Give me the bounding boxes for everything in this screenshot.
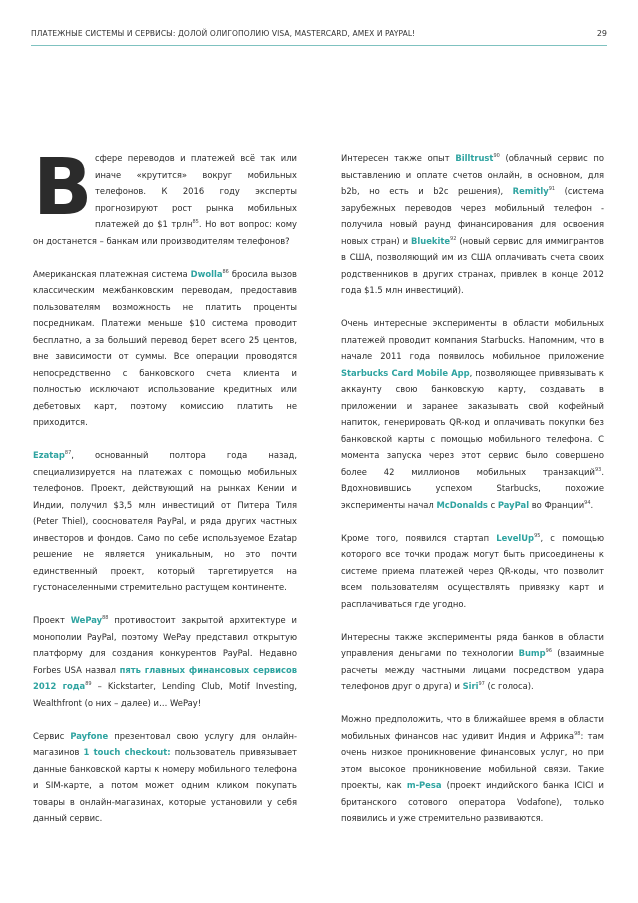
text: противостоит закрытой архитектуре и монополии PayPal, поэтому WePay представил открытую платформу для создания конкурентов PayPal. Недавно Forbes USA назвал (33, 615, 298, 675)
footnote-ref[interactable]: 98 (574, 730, 581, 737)
link-ezatap[interactable]: Ezatap (33, 450, 65, 460)
text: Кроме того, появился стартап (341, 532, 497, 543)
text: презентовал свою услугу для онлайн-магазинов (33, 730, 297, 757)
header-title: ПЛАТЕЖНЫЕ СИСТЕМЫ И СЕРВИСЫ: ДОЛОЙ ОЛИГОПОЛИЮ VISA, MASTERCARD, AMEX И PAYPAL! (31, 29, 416, 38)
text: Проект (33, 615, 71, 625)
text: Интересен также опыт (341, 153, 456, 163)
text: (проект индийского банка ICICI и британского сотового оператора Vodafone), только появились и уже стремительно развиваются. (341, 780, 604, 823)
link-billtrust[interactable]: Billtrust (455, 153, 494, 163)
paragraph-payfone (33, 728, 297, 827)
text: пользователь привязывает данные банковской карты к номеру мобильного телефона и SIM-карте, а потом может одним кликом покупать товары в онлайн-магазинах, которые установили у себя данный сервис. (33, 747, 298, 823)
text: , с помощью которого все точки продаж могут быть присоединены к системе приема платежей через QR-коды, что позволит всем пользователям осуществлять привязку карт и расплачиваться где угодно. (341, 532, 604, 609)
link-payfone[interactable]: Payfone (70, 730, 109, 741)
text: (взаимные расчеты между частными лицами посредством удара телефонов друг о друга) и (341, 648, 604, 691)
link-levelup[interactable]: LevelUp (496, 532, 535, 543)
footnote-ref[interactable]: 91 (548, 186, 556, 193)
link-wepay[interactable]: WePay (70, 615, 103, 625)
text: (облачный сервис по выставлению и оплате счетов онлайн, в основном, для b2b, но есть и b2c решения), (341, 153, 604, 196)
footnote-ref[interactable]: 89 (85, 681, 92, 688)
text: (система зарубежных переводов через мобильный телефон - получила новый раунд финансирования для освоения новых стран) и (341, 186, 604, 246)
link-mcdonalds[interactable]: McDonalds (436, 499, 488, 510)
text: . Но вот вопрос: кому он достанется – банкам или производителям телефонов? (33, 219, 298, 246)
text: : там очень низкое проникновение финансовых услуг, но при этом высокое проникновение мобильной связи. Такие проекты, как (341, 730, 604, 790)
text: – Kickstarter, Lending Club, Motif Investing, Wealthfront (о них – далее) и… WePay! (33, 681, 297, 708)
footnote-ref[interactable]: 95 (534, 532, 541, 539)
text: . (590, 499, 594, 510)
text: сфере переводов и платежей всё так или иначе «крутится» вокруг мобильных телефонов. К 2016 году эксперты прогнозируют рост рынка мобильных платежей до $1 трлн (95, 153, 297, 229)
footnote-ref[interactable]: 85 (192, 219, 199, 226)
text: во Франции (529, 499, 585, 510)
link-siri[interactable]: Siri (462, 681, 479, 691)
link-bump[interactable]: Bump (518, 648, 546, 658)
link-paypal[interactable]: PayPal (497, 499, 530, 510)
paragraph-starbucks (341, 315, 604, 513)
paragraph-dwolla (33, 266, 297, 431)
paragraph-levelup (341, 530, 604, 613)
text: Американская платежная система (33, 268, 191, 279)
left-column (33, 143, 298, 827)
text: (с голоса). (484, 681, 534, 691)
link-bluekite[interactable]: Bluekite (411, 235, 451, 246)
intro-paragraph (33, 143, 298, 249)
page-number: 29 (596, 29, 607, 38)
paragraph-india-africa (341, 711, 604, 827)
text: Можно предположить, что в ближайшее время в области мобильных финансов нас удивит Индия и Африка (341, 714, 604, 741)
text: . Вдохновившись успехом Starbucks, похожие эксперименты начал (341, 466, 604, 510)
text: Сервис (33, 730, 71, 741)
footnote-ref[interactable]: 86 (222, 268, 229, 275)
link-top-five-services[interactable]: пять главных финансовых сервисов 2012 года (33, 664, 297, 691)
link-1-touch-checkout[interactable]: 1 touch checkout: (83, 747, 171, 757)
link-starbucks-app[interactable]: Starbucks Card Mobile App (341, 367, 470, 378)
link-dwolla[interactable]: Dwolla (190, 268, 223, 279)
header-divider (31, 45, 607, 46)
footnote-ref[interactable]: 90 (493, 153, 500, 160)
footnote-ref[interactable]: 87 (64, 450, 72, 457)
right-column (341, 150, 604, 827)
footnote-ref[interactable]: 96 (545, 648, 553, 655)
text: бросила вызов классическим межбанковским переводам, предоставив пользователям возможность не платить проценты посредникам. Платежи меньше $10 система проводит бесплатно, а за больший перевод берет всего 25 центов, вне зависимости от суммы. Все операции проводятся непосредственно с банковского счета клиента и полностью исключают использование кредитных или дебетовых карт, поэтому комиссию платить не приходится. (33, 268, 297, 427)
text: , позволяющее привязывать к аккаунту свою банковскую карту, создавать в приложении и заранее заказывать свой кофейный напиток, генерировать QR-код и оплачивать покупки без банковской карты с помощью мобильного телефона. С момента запуска через этот сервис было совершено более 42 миллионов мобильных транзакций (341, 367, 604, 477)
footnote-ref[interactable]: 92 (450, 235, 457, 242)
text: с (487, 499, 498, 510)
text: Интересны также эксперименты ряда банков в области управления деньгами по технологии (341, 631, 604, 658)
paragraph-ezatap (33, 447, 297, 596)
footnote-ref[interactable]: 94 (584, 499, 591, 506)
link-remitly[interactable]: Remitly (512, 186, 549, 196)
paragraph-billtrust (341, 150, 604, 299)
page-header (31, 29, 607, 45)
text: , основанный полтора года назад, специализируется на платежах с помощью мобильных телефонов. Проект, действующий на рынках Кении и Индии, получил $3,5 млн инвестиций от Питера Тиля (Peter Thiel), сооснователя PayPal, и ряда других частных инвесторов и фондов. Само по себе используемое Ezatap решение не является уникальным, но это почти единственный проект, который таргетируется на густонаселенными стремительно растущем континенте. (33, 450, 297, 592)
footnote-ref[interactable]: 93 (594, 466, 602, 473)
footnote-ref[interactable]: 97 (478, 681, 485, 688)
drop-cap: В (33, 143, 93, 233)
footnote-ref[interactable]: 88 (102, 615, 109, 622)
text: (новый сервис для иммигрантов в США, позволяющий им из США оплачивать счета своих родственников в других странах, привлек в конце 2012 года $1.5 млн инвестиций). (341, 235, 604, 295)
paragraph-bump (341, 629, 604, 695)
text: Очень интересные эксперименты в области мобильных платежей проводит компания Starbucks. Напомним, что в начале 2011 года появилось мобильное приложение (341, 318, 604, 361)
link-m-pesa[interactable]: m-Pesa (406, 780, 442, 790)
paragraph-wepay (33, 612, 297, 711)
